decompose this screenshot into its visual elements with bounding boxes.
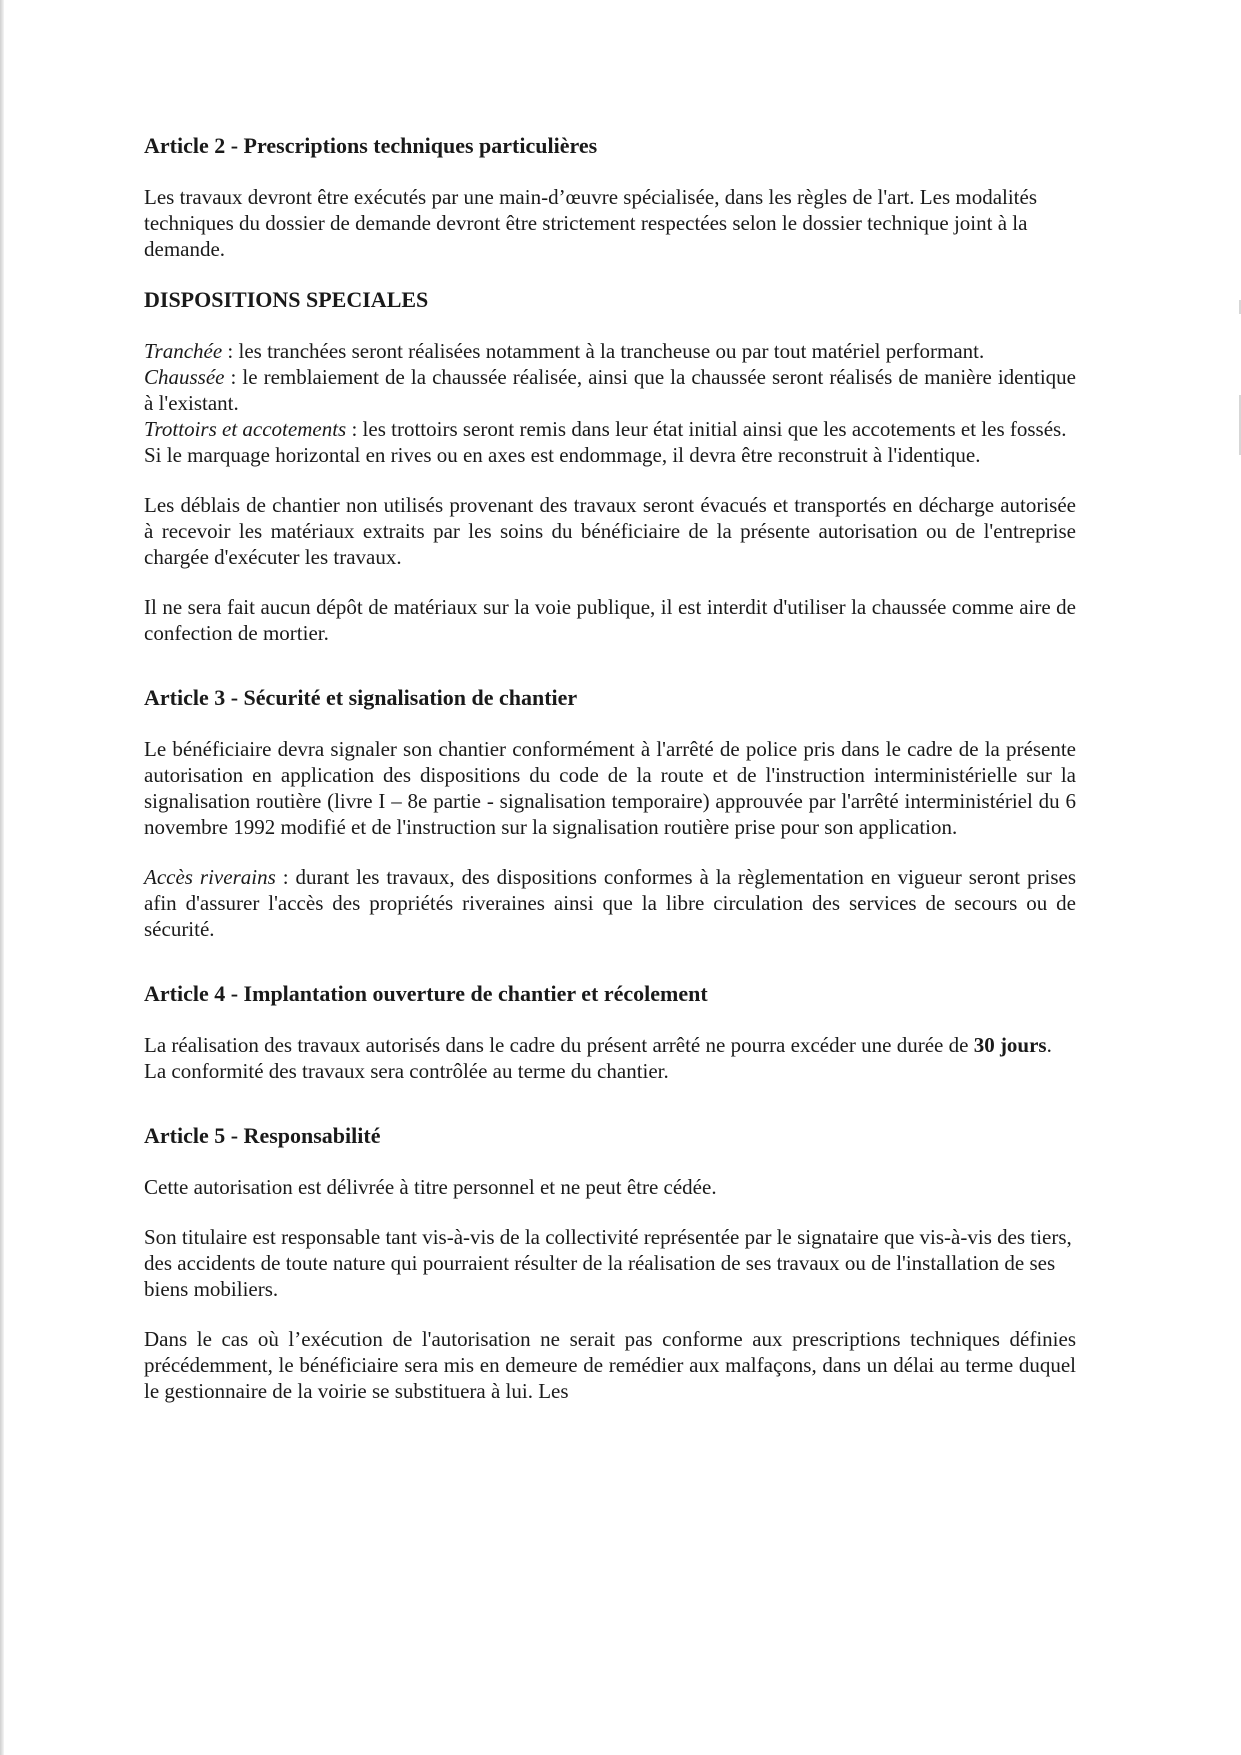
trottoirs-item: [144, 416, 1076, 442]
article-5-paragraph-1: Cette autorisation est délivrée à titre personnel et ne peut être cédée.: [144, 1175, 717, 1199]
article-4-text-before: La réalisation des travaux autorisés dans le cadre du présent arrêté ne pourra excéder une durée de: [144, 1033, 974, 1057]
article-5-paragraph-2: Son titulaire est responsable tant vis-à-vis de la collectivité représentée par le signataire que vis-à-vis des tiers, des accidents de toute nature qui pourraient résulter de la réalisation de ses travaux ou de l'installation de ses biens mobiliers.: [144, 1225, 1072, 1301]
article-5-paragraph-3: Dans le cas où l’exécution de l'autorisation ne serait pas conforme aux prescriptions techniques définies précédemment, le bénéficiaire sera mis en demeure de remédier aux malfaçons, dans un délai au terme duquel le gestionnaire de la voirie se substituera à lui. Les: [144, 1327, 1076, 1403]
acces-riverains-text: : durant les travaux, des dispositions conformes à la règlementation en vigueur seront prises afin d'assurer l'accès des propriétés riveraines ainsi que la libre circulation des services de secours ou de sécurité.: [144, 865, 1076, 941]
article-2-heading: Article 2 - Prescriptions techniques particulières: [144, 133, 598, 158]
acces-riverains-term: Accès riverains: [144, 865, 276, 889]
document-page: [144, 132, 1076, 1428]
chaussee-text: : le remblaiement de la chaussée réalisée, ainsi que la chaussée seront réalisés de manière identique à l'existant.: [144, 365, 1076, 415]
article-4-heading: Article 4 - Implantation ouverture de chantier et récolement: [144, 981, 708, 1006]
acces-riverains-paragraph: [144, 864, 1076, 942]
scan-edge-shadow: [0, 0, 4, 1755]
tranchee-item: [144, 338, 1076, 364]
article-3-heading: Article 3 - Sécurité et signalisation de chantier: [144, 685, 578, 710]
duration-value: 30 jours: [973, 1033, 1047, 1057]
chaussee-term: Chaussée: [144, 365, 225, 389]
tranchee-term: Tranchée: [144, 339, 223, 363]
article-4-paragraph: [144, 1032, 1076, 1084]
chaussee-item: [144, 364, 1076, 416]
article-3-paragraph: Le bénéficiaire devra signaler son chantier conformément à l'arrêté de police pris dans le cadre de la présente autorisation en application des dispositions du code de la route et de l'instruction interministérielle sur la signalisation routière (livre I – 8e partie - signalisation temporaire) approuvée par l'arrêté interministériel du 6 novembre 1992 modifié et de l'instruction sur la signalisation routière prise pour son application.: [144, 737, 1076, 839]
deblais-paragraph: Les déblais de chantier non utilisés provenant des travaux seront évacués et transportés en décharge autorisée à recevoir les matériaux extraits par les soins du bénéficiaire de la présente autorisation ou de l'entreprise chargée d'exécuter les travaux.: [144, 493, 1076, 569]
tranchee-text: : les tranchées seront réalisées notamment à la trancheuse ou par tout matériel performant.: [222, 339, 985, 363]
depot-paragraph: Il ne sera fait aucun dépôt de matériaux sur la voie publique, il est interdit d'utiliser la chaussée comme aire de confection de mortier.: [144, 595, 1076, 645]
dispositions-speciales-heading: DISPOSITIONS SPECIALES: [144, 287, 429, 312]
trottoirs-text: : les trottoirs seront remis dans leur état initial ainsi que les accotements et les fossés.: [346, 417, 1067, 441]
dispositions-list: [144, 338, 1076, 468]
trottoirs-term: Trottoirs et accotements: [144, 417, 347, 441]
article-4-text-after: . La conformité des travaux sera contrôlée au terme du chantier.: [144, 1033, 1052, 1083]
marquage-item: Si le marquage horizontal en rives ou en axes est endommage, il devra être reconstruit à l'identique.: [144, 443, 981, 467]
article-5-heading: Article 5 - Responsabilité: [144, 1123, 381, 1148]
article-2-paragraph: Les travaux devront être exécutés par une main-d’œuvre spécialisée, dans les règles de l'art. Les modalités techniques du dossier de demande devront être strictement respectées selon le dossier technique joint à la demande.: [144, 185, 1038, 261]
